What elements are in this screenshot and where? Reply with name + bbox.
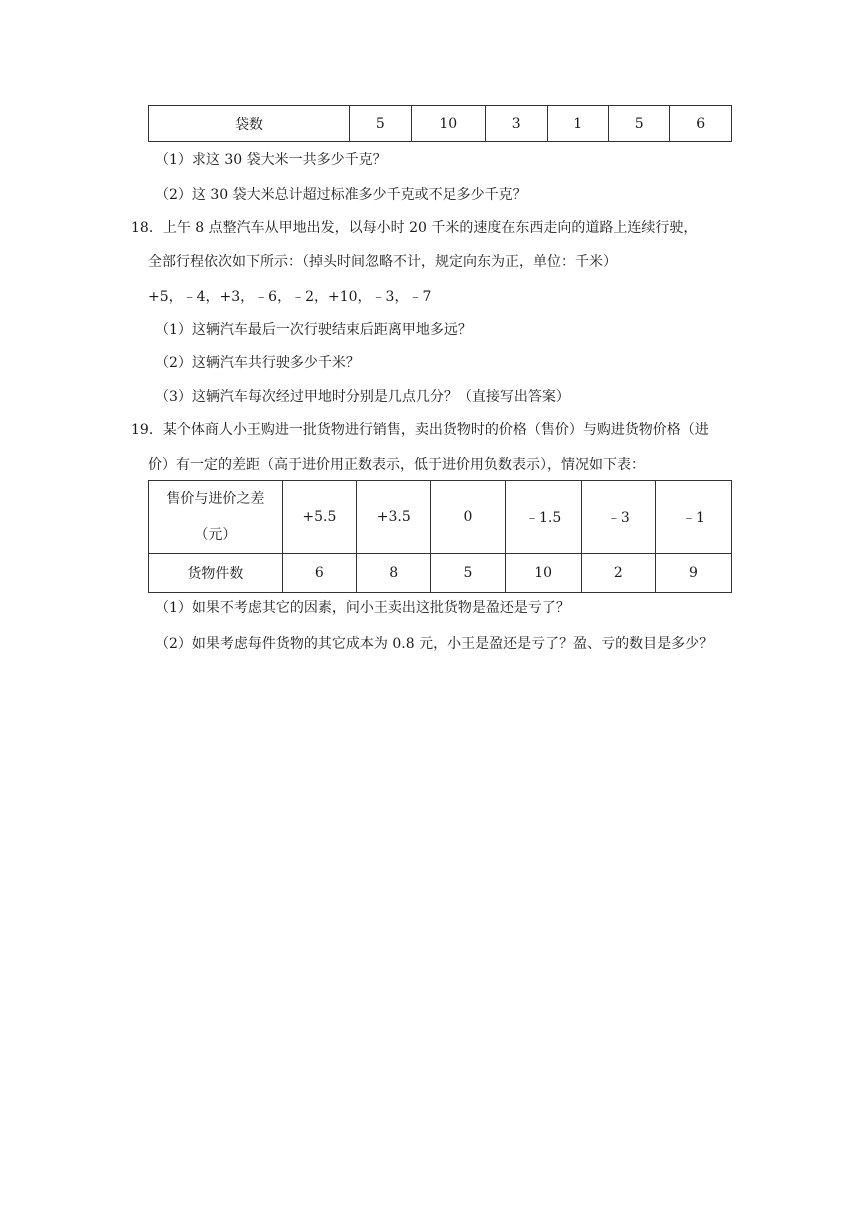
table-cell: 6 [282, 554, 356, 593]
table-cell: 10 [411, 106, 485, 142]
table-header-cell [149, 481, 283, 554]
table-cell: ﹣1.5 [505, 481, 581, 554]
table-header-cell: 货物件数 [149, 554, 283, 593]
q18-sub1: （1）这辆汽车最后一次行驶结束后距离甲地多远？ [155, 322, 472, 338]
table-cell: 6 [670, 106, 732, 142]
table-cell: 5 [350, 106, 411, 142]
q19-line2: 价）有一定的差距（高于进价用正数表示，低于进价用负数表示），情况如下表： [148, 457, 645, 473]
table-cell: 5 [431, 554, 505, 593]
table-cell: +5.5 [282, 481, 356, 554]
bag-count-table [148, 105, 732, 142]
table-cell: ﹣3 [581, 481, 655, 554]
q19-sub2: （2）如果考虑每件货物的其它成本为 0.8 元，小王是盈还是亏了？盈、亏的数目是多少？ [155, 636, 714, 652]
table-cell: 2 [581, 554, 655, 593]
table-cell: ﹣1 [655, 481, 731, 554]
q19-line1: 19．某个体商人小王购进一批货物进行销售，卖出货物时的价格（售价）与购进货物价格（进 [131, 422, 709, 438]
q18-data: +5，﹣4，+3，﹣6，﹣2，+10，﹣3，﹣7 [148, 289, 432, 305]
q17-sub2: （2）这 30 袋大米总计超过标准多少千克或不足多少千克？ [155, 187, 527, 203]
table-cell: 5 [608, 106, 669, 142]
table-cell: 8 [357, 554, 431, 593]
q17-sub1: （1）求这 30 袋大米一共多少千克？ [155, 152, 387, 168]
table-cell: 9 [655, 554, 731, 593]
q18-sub3: （3）这辆汽车每次经过甲地时分别是几点几分？（直接写出答案） [155, 389, 570, 405]
table-header-cell: 袋数 [149, 106, 350, 142]
header-line: 售价与进价之差 [166, 491, 265, 507]
table-cell: 0 [431, 481, 505, 554]
q18-line2: 全部行程依次如下所示：（掉头时间忽略不计，规定向东为正，单位：千米） [148, 254, 617, 270]
q18-sub2: （2）这辆汽车共行驶多少千米？ [155, 355, 360, 371]
table-row [149, 554, 732, 593]
price-difference-table [148, 480, 732, 593]
table-cell: 1 [547, 106, 608, 142]
table-cell: 10 [505, 554, 581, 593]
table-cell: +3.5 [357, 481, 431, 554]
table-cell: 3 [486, 106, 547, 142]
table-row [149, 106, 732, 142]
header-line: （元） [194, 527, 237, 543]
q18-line1: 18．上午 8 点整汽车从甲地出发，以每小时 20 千米的速度在东西走向的道路上连续行驶， [131, 220, 698, 236]
table-row [149, 481, 732, 554]
q19-sub1: （1）如果不考虑其它的因素，问小王卖出这批货物是盈还是亏了？ [155, 600, 570, 616]
